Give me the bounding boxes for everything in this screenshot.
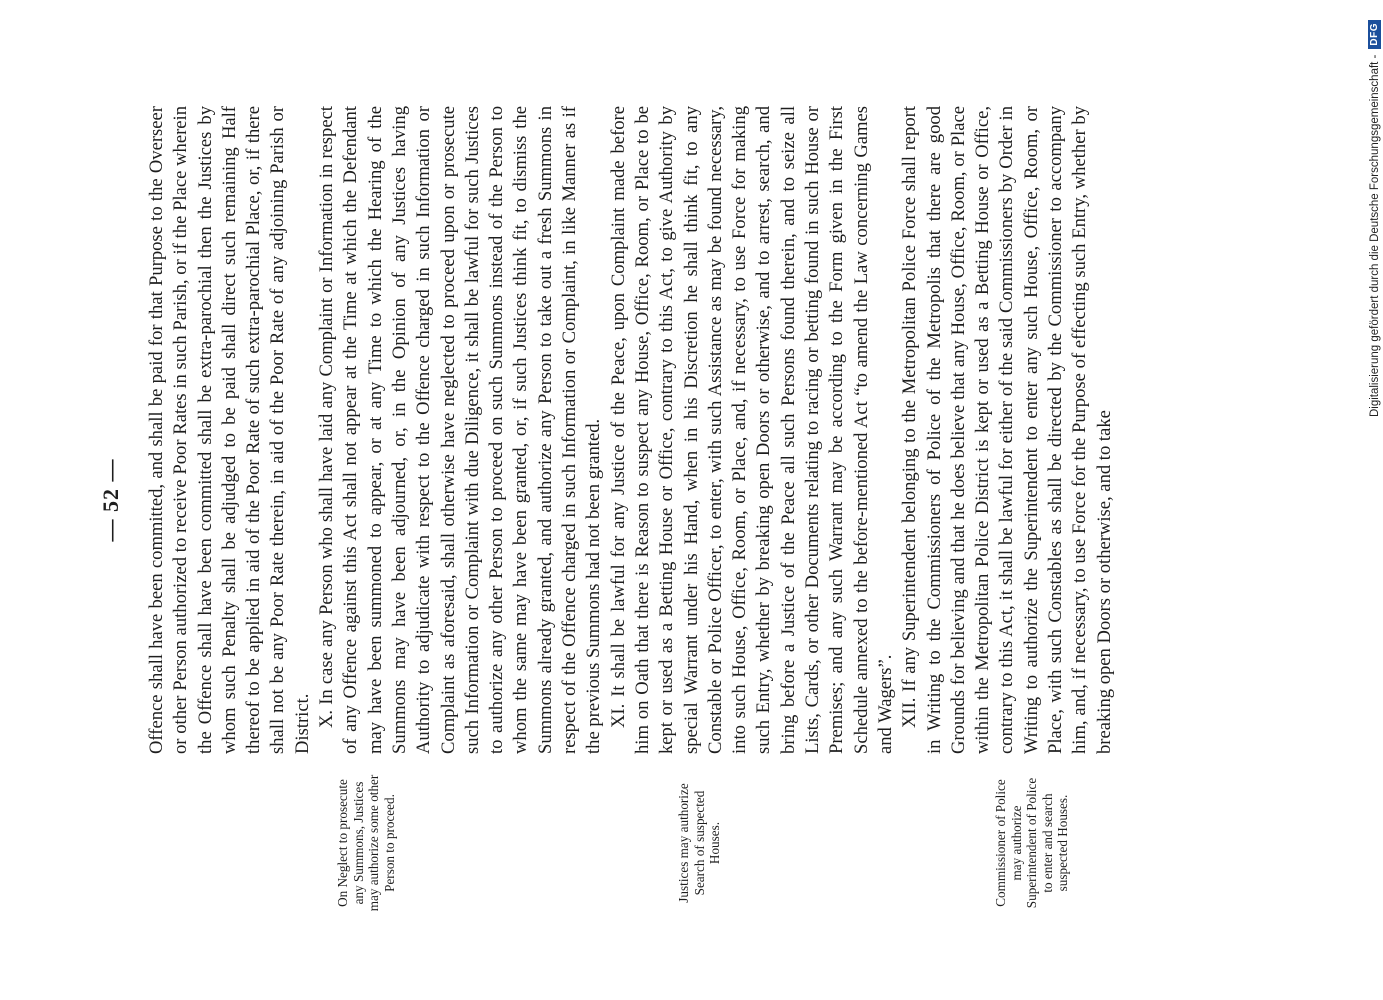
rotated-page: — 52 — Offence shall have been committed, and shall be paid for that Purpose to the Overseer or other Person authorized to receive Poor Rates in such Parish, or if the Place wherein the Offence shall have been committed shall be extra-parochial then the Justices by whom such Penalty shall be adjudged to be paid shall direct such remaining Half thereof to be applied in aid of the Poor Rate of such extra-parochial Place, or, if there shall not be any Poor Rate therein, in aid of the Poor Rate of any adjoining Parish or District. X. In case any Person who shall have laid any Complaint or Information in respect of any Offence against this Act shall not appear at the Time at which the Defendant may have been summoned to appear, or at any Time to which the Hearing of the Summons may have been adjourned, or, in the Opinion of any Justices having Authority to adjudicate with respect to the Offence charged in such Information or Complaint as aforesaid, shall otherwise have neglected to proceed upon or prosecute such Information or Complaint with due Diligence, it shall be lawful for such Justices to authorize any other Person to proceed on such Summons instead of the Person to whom the same may have been granted, or, if such Justices think fit, to dismiss the Summons already granted, and authorize any Person to take out a fresh Summons in respect of the Offence charged in such Information or Complaint, in like Manner as if the previous Summons had not been granted. XI. It shall be lawful for any Justice of the Peace, upon Complaint made before him on Oath that there is Reason to suspect any House, Office, Room, or Place to be kept or used as a Betting House or Office, contrary to this Act, to give Authority by special Warrant under his Hand, when in his Discretion he shall think fit, to any Constable or Police Officer, to enter, with such Assistance as may be found necessary, into such House, Office, Room, or Place, and, if necessary, to use Force for making such Entry, whether by breaking open Doors or otherwise, and to arrest, search, and bring before a Justice of the Peace all such Persons found therein, and to seize all Lists, Cards, or other Documents relating to racing or betting found in such House or Premises; and any such Warrant may be according to the Form given in the First Schedule annexed to the before-mentioned Act “to amend the Law concerning Games and Wagers”. XII. If any Superintendent belonging to the Metropolitan Police Force shall report in Writing to the Commissioners of Police of the Metropolis that there are good Grounds for believing and that he does believe that any House, Office, Room, or Place within the Metropolitan Police District is kept or used as a Betting House or Office, contrary to this Act, it shall be lawful for either of the said Commissioners by Order in Writing to authorize the Superintendent to enter any such House, Office, Room, or Place, with such Constables as shall be directed by the Commissioner to accompany him, and, if necessary, to use Force for the Purpose of effecting such Entry, whether by breaking open Doors or otherwise, and to take On Neglect to prosecute any Summons, Justices may authorize some other Person to proceed. Justices may authorize Search of suspected Houses. Commissioner of Police may authorize Superintendent of Police to enter and search suspected Houses. Digitalisierung gefördert durch die Deutsche Forschungsgemeinschaft - DFG <box>0 0 1383 1000</box>
section-xii-paragraph: XII. If any Superintendent belonging to the Metropolitan Police Force shall report in Writing to the Commissioners of Police of the Metropolis that there are good Grounds for believing and that he does believe that any House, Office, Room, or Place within the Metropolitan Police District is kept or used as a Betting House or Office, contrary to this Act, it shall be lawful for either of the said Commissioners by Order in Writing to authorize the Superintendent to enter any such House, Office, Room, or Place, with such Constables as shall be directed by the Commissioner to accompany him, and, if necessary, to use Force for the Purpose of effecting such Entry, whether by breaking open Doors or otherwise, and to take <box>899 106 1115 754</box>
paragraph-continuation: Offence shall have been committed, and shall be paid for that Purpose to the Overseer or other Person authorized to receive Poor Rates in such Parish, or if the Place wherein the Offence shall have been committed shall be extra-parochial then the Justices by whom such Penalty shall be adjudged to be paid shall direct such remaining Half thereof to be applied in aid of the Poor Rate of such extra-parochial Place, or, if there shall not be any Poor Rate therein, in aid of the Poor Rate of any adjoining Parish or District. <box>146 106 313 754</box>
credit-text: Digitalisierung gefördert durch die Deutsche Forschungsgemeinschaft - <box>1368 54 1381 418</box>
body-text <box>145 106 1117 754</box>
margin-note-search-warrant: Justices may authorize Search of suspected Houses. <box>676 783 723 903</box>
digitization-credit <box>1368 20 1381 980</box>
section-xi-paragraph: XI. It shall be lawful for any Justice of the Peace, upon Complaint made before him on Oath that there is Reason to suspect any House, Office, Room, or Place to be kept or used as a Betting House or Office, contrary to this Act, to give Authority by special Warrant under his Hand, when in his Discretion he shall think fit, to any Constable or Police Officer, to enter, with such Assistance as may be found necessary, into such House, Office, Room, or Place, and, if necessary, to use Force for making such Entry, whether by breaking open Doors or otherwise, and to arrest, search, and bring before a Justice of the Peace all such Persons found therein, and to seize all Lists, Cards, or other Documents relating to racing or betting found in such House or Premises; and any such Warrant may be according to the Form given in the First Schedule annexed to the before-mentioned Act “to amend the Law concerning Games and Wagers”. <box>607 106 896 754</box>
dfg-logo-icon: DFG <box>1368 20 1381 49</box>
section-x-paragraph: X. In case any Person who shall have laid any Complaint or Information in respect of any Offence against this Act shall not appear at the Time at which the Defendant may have been summoned to appear, or at any Time to which the Hearing of the Summons may have been adjourned, or, in the Opinion of any Justices having Authority to adjudicate with respect to the Offence charged in such Information or Complaint as aforesaid, shall otherwise have neglected to proceed upon or prosecute such Information or Complaint with due Diligence, it shall be lawful for such Justices to authorize any other Person to proceed on such Summons instead of the Person to whom the same may have been granted, or, if such Justices think fit, to dismiss the Summons already granted, and authorize any Person to take out a fresh Summons in respect of the Offence charged in such Information or Complaint, in like Manner as if the previous Summons had not been granted. <box>316 106 605 754</box>
margin-note-commissioner-authority: Commissioner of Police may authorize Superintendent of Police to enter and search suspected Houses. <box>993 777 1071 909</box>
margin-note-neglect-to-prosecute: On Neglect to prosecute any Summons, Justices may authorize some other Person to proceed. <box>335 774 397 912</box>
